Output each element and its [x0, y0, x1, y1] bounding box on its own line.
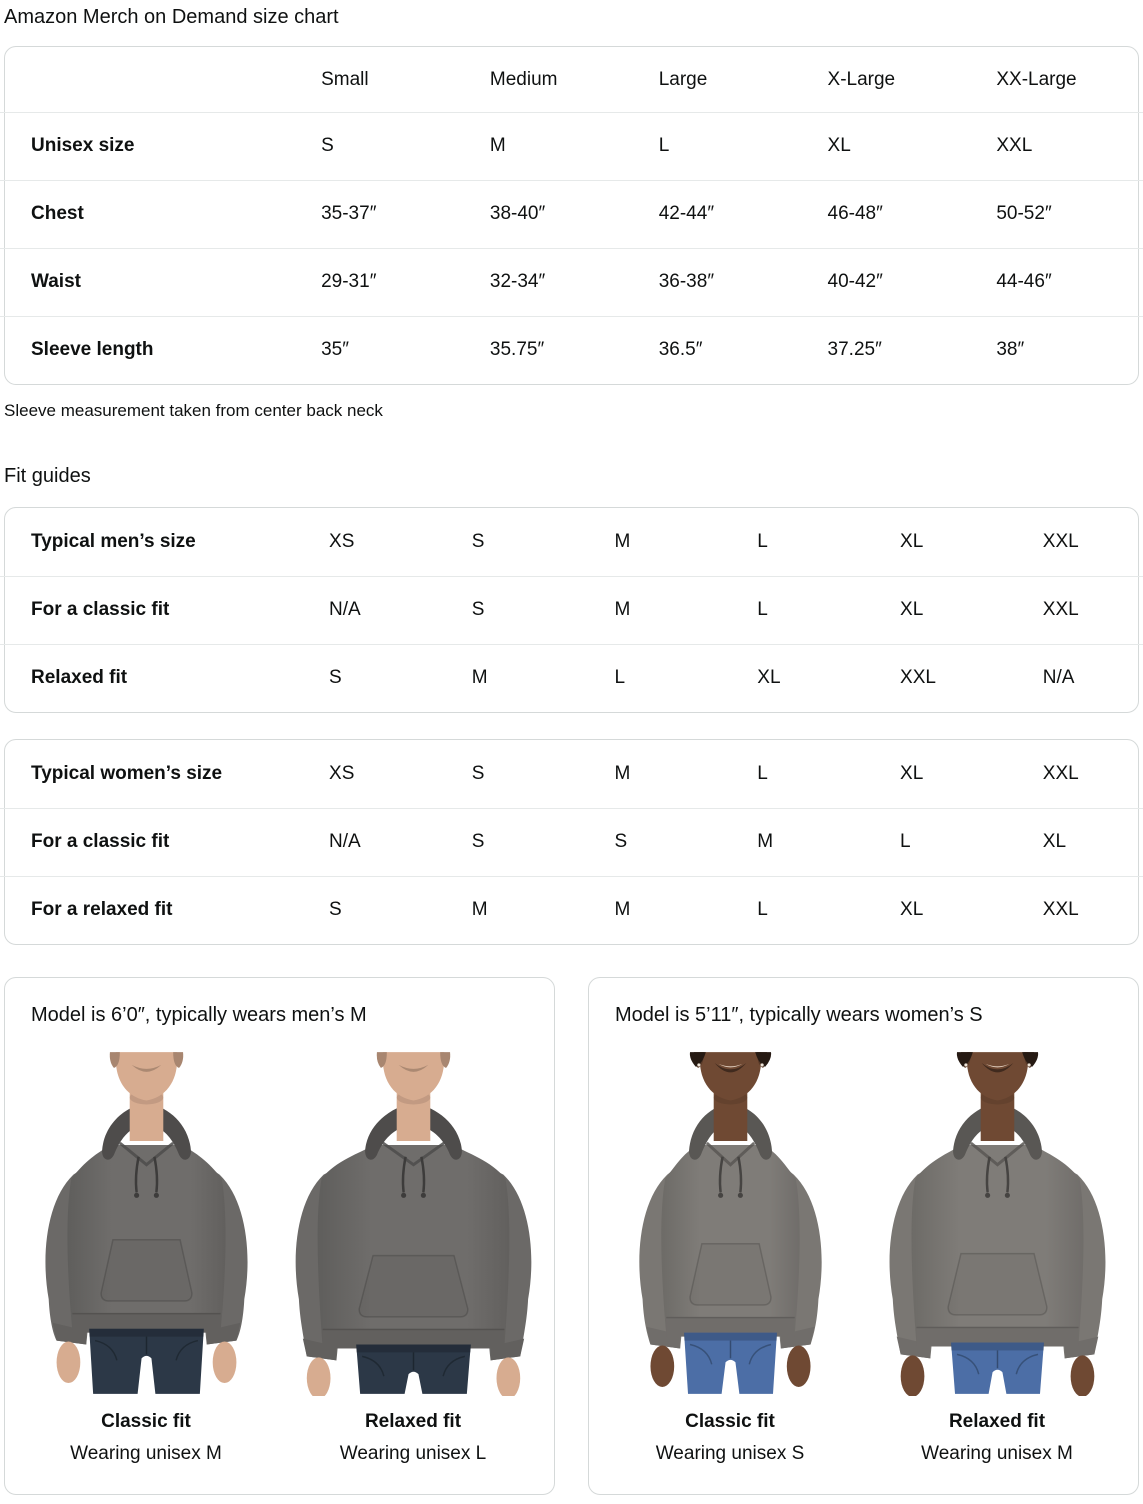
size-cell: S — [471, 831, 485, 852]
fit-guide-women-table — [4, 739, 1139, 945]
size-cell: XS — [329, 531, 355, 552]
size-cell: 35.75″ — [489, 339, 545, 360]
model-card-heading: Model is 5’11″, typically wears women’s S — [615, 1004, 983, 1026]
size-cell: XL — [900, 599, 924, 620]
size-cell: L — [757, 531, 768, 552]
model-photo-men-classic — [23, 1050, 270, 1396]
model-photo-men-relaxed — [290, 1050, 537, 1396]
table-row-unisex-size — [5, 112, 1138, 180]
model-figure-relaxed — [290, 1050, 537, 1466]
size-cell: L — [757, 899, 768, 920]
model-figure-classic — [607, 1050, 854, 1466]
size-cell: L — [900, 831, 911, 852]
fit-label: Classic fit — [685, 1411, 775, 1432]
size-cell: 42-44″ — [658, 203, 715, 224]
size-cell: 35-37″ — [321, 203, 377, 224]
size-cell: XL — [757, 667, 781, 688]
size-cell: M — [614, 899, 631, 920]
size-cell: XL — [900, 531, 924, 552]
row-label: Sleeve length — [31, 339, 154, 360]
size-cell: 44-46″ — [996, 271, 1052, 292]
table-header-row — [5, 47, 1138, 112]
column-header-small: Small — [321, 68, 369, 90]
size-cell: XXL — [900, 667, 936, 688]
size-cell: S — [614, 831, 628, 852]
size-cell: S — [471, 599, 485, 620]
model-card-women — [588, 977, 1139, 1495]
model-figure-classic — [23, 1050, 270, 1466]
row-label: For a classic fit — [31, 599, 170, 620]
table-row-classic-fit — [5, 808, 1138, 876]
table-row-sleeve-length — [5, 316, 1138, 384]
table-row-typical-mens-size — [5, 508, 1138, 576]
size-chart-table — [4, 46, 1139, 385]
size-cell: 37.25″ — [827, 339, 882, 360]
size-cell: S — [329, 667, 342, 688]
table-row-classic-fit — [5, 576, 1138, 644]
size-cell: XXL — [1042, 763, 1079, 784]
page-title: Amazon Merch on Demand size chart — [4, 6, 339, 28]
size-cell: N/A — [1042, 667, 1075, 688]
model-photo-women-classic — [607, 1050, 854, 1396]
model-photo-women-relaxed — [874, 1050, 1121, 1396]
size-cell: 36.5″ — [658, 339, 703, 360]
size-chart-page — [0, 4, 1143, 1495]
size-cell: N/A — [329, 831, 361, 852]
table-row-chest — [5, 180, 1138, 248]
size-cell: M — [471, 899, 488, 920]
fit-caption: Wearing unisex M — [70, 1443, 222, 1464]
size-cell: 46-48″ — [827, 203, 883, 224]
size-cell: 32-34″ — [489, 271, 546, 292]
size-cell: XL — [900, 763, 924, 784]
size-cell: 38″ — [996, 339, 1025, 360]
model-card-men — [4, 977, 555, 1495]
fit-label: Relaxed fit — [364, 1411, 462, 1432]
size-cell: XXL — [996, 135, 1033, 156]
size-cell: S — [329, 899, 342, 920]
size-cell: M — [614, 531, 631, 552]
size-cell: S — [471, 763, 485, 784]
size-cell: M — [489, 135, 506, 156]
size-cell: 29-31″ — [321, 271, 377, 292]
model-card-heading: Model is 6’0″, typically wears men’s M — [31, 1004, 367, 1026]
fit-guides-heading: Fit guides — [4, 465, 91, 487]
size-cell: L — [757, 599, 768, 620]
fit-guide-men-table — [4, 507, 1139, 713]
size-cell: M — [471, 667, 488, 688]
size-cell: XXL — [1042, 599, 1079, 620]
table-row-waist — [5, 248, 1138, 316]
row-label: For a relaxed fit — [31, 899, 173, 920]
table-row-relaxed-fit — [5, 876, 1138, 944]
size-cell: L — [614, 667, 626, 688]
row-label: Relaxed fit — [31, 667, 128, 688]
fit-label: Relaxed fit — [948, 1411, 1046, 1432]
size-cell: M — [614, 599, 631, 620]
fit-label: Classic fit — [101, 1411, 191, 1432]
size-cell: XXL — [1042, 531, 1079, 552]
row-label: Typical women’s size — [31, 763, 223, 784]
size-cell: L — [658, 135, 670, 156]
size-cell: N/A — [329, 599, 361, 620]
table-row-typical-womens-size — [5, 740, 1138, 808]
row-label: Waist — [31, 271, 81, 292]
size-cell: S — [471, 531, 485, 552]
fit-caption: Wearing unisex S — [655, 1443, 805, 1464]
column-header-xlarge: X-Large — [827, 68, 896, 90]
column-header-medium: Medium — [489, 68, 558, 90]
size-cell: 35″ — [321, 339, 349, 360]
row-label: Chest — [31, 203, 84, 224]
size-cell: 50-52″ — [996, 203, 1052, 224]
column-header-large: Large — [658, 68, 708, 90]
row-label: Typical men’s size — [31, 531, 196, 552]
size-cell: L — [757, 763, 768, 784]
size-cell: XXL — [1042, 899, 1079, 920]
size-cell: XL — [900, 899, 924, 920]
fit-caption: Wearing unisex L — [339, 1443, 487, 1464]
size-cell: XL — [827, 135, 851, 156]
size-cell: XS — [329, 763, 355, 784]
row-label: For a classic fit — [31, 831, 170, 852]
size-cell: 38-40″ — [489, 203, 546, 224]
table-row-relaxed-fit — [5, 644, 1138, 712]
sleeve-measurement-note: Sleeve measurement taken from center back neck — [4, 401, 383, 420]
size-cell: 40-42″ — [827, 271, 883, 292]
row-label: Unisex size — [31, 135, 135, 156]
size-cell: 36-38″ — [658, 271, 715, 292]
model-figures — [589, 1050, 1138, 1466]
fit-caption: Wearing unisex M — [921, 1443, 1073, 1464]
size-cell: S — [321, 135, 334, 156]
size-cell: M — [614, 763, 631, 784]
model-figures — [5, 1050, 554, 1466]
size-cell: XL — [1042, 831, 1067, 852]
size-cell: M — [757, 831, 774, 852]
model-cards-row — [4, 977, 1139, 1495]
column-header-xxlarge: XX-Large — [996, 68, 1077, 90]
model-figure-relaxed — [874, 1050, 1121, 1466]
